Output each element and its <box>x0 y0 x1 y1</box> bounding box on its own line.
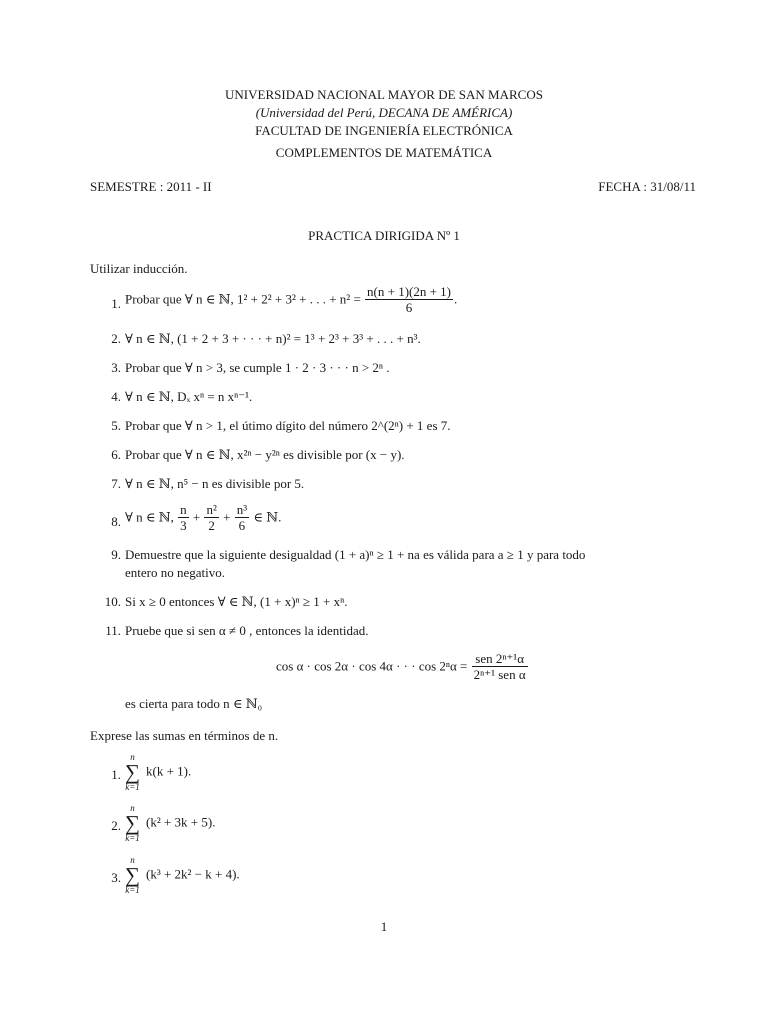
sigma-glyph: ∑ <box>125 811 140 835</box>
sum-expression: k(k + 1). <box>145 763 192 779</box>
fraction-numerator: sen 2ⁿ⁺¹α <box>475 651 525 666</box>
fraction-numerator: n² <box>206 502 217 517</box>
sigma-glyph: ∑ <box>125 863 140 887</box>
item-text: Probar que ∀ n ∈ ℕ, 1² + 2² + 3² + . . . + n² = <box>125 291 361 307</box>
fraction-numerator: n³ <box>236 502 248 517</box>
course-name: COMPLEMENTOS DE MATEMÁTICA <box>275 145 493 160</box>
item-number: 5. <box>111 418 121 433</box>
date-label: FECHA : 31/08/11 <box>598 179 696 194</box>
fraction-denominator: 2 <box>204 517 218 533</box>
item-tail: . <box>454 291 458 307</box>
fraction-denominator: 6 <box>365 299 453 315</box>
page-number: 1 <box>380 919 388 934</box>
item-text: ∀ n ∈ ℕ, <box>125 509 174 525</box>
fraction-denominator: 6 <box>235 517 249 533</box>
fraction-numerator: n <box>180 502 187 517</box>
list-item-line: Demuestre que la siguiente desigualdad (1 + a)ⁿ ≥ 1 + na es válida para a ≥ 1 y para todo <box>125 547 586 562</box>
item-number: 8. <box>111 514 121 529</box>
list-item: Probar que ∀ n ∈ ℕ, x²ⁿ − y²ⁿ es divisible por (x − y). <box>125 447 405 462</box>
list-item: ∀ n ∈ ℕ, Dₓ xⁿ = n xⁿ⁻¹. <box>125 389 253 404</box>
item-number: 1. <box>111 296 121 311</box>
list-item: ∀ n ∈ ℕ, n⁵ − n es divisible por 5. <box>125 476 305 491</box>
fraction-numerator: n(n + 1)(2n + 1) <box>367 284 452 299</box>
faculty-name: FACULTAD DE INGENIERÍA ELECTRÓNICA <box>255 123 513 138</box>
sum-item <box>125 856 240 895</box>
item-number: 4. <box>111 389 121 404</box>
practice-title: PRACTICA DIRIGIDA Nº 1 <box>308 228 460 243</box>
sum-lower-limit: k=1 <box>125 833 140 843</box>
fraction <box>365 285 453 316</box>
sum-symbol <box>125 856 140 895</box>
fraction <box>204 503 218 534</box>
sum-upper-limit: n <box>130 803 135 813</box>
item-number: 7. <box>111 476 121 491</box>
display-formula <box>276 652 529 683</box>
sum-expression: (k³ + 2k² − k + 4). <box>145 866 240 882</box>
sum-expression: (k² + 3k + 5). <box>145 814 216 830</box>
list-item: Probar que ∀ n > 1, el útimo dígito del número 2^(2ⁿ) + 1 es 7. <box>125 418 451 433</box>
section2-intro: Exprese las sumas en términos de n. <box>90 728 279 743</box>
semester-label: SEMESTRE : 2011 - II <box>90 179 212 194</box>
sigma-glyph: ∑ <box>125 760 140 784</box>
item-number: 3. <box>111 870 121 885</box>
sum-upper-limit: n <box>130 752 135 762</box>
item-tail: ∈ ℕ. <box>253 509 282 525</box>
fraction <box>235 503 249 534</box>
list-item: ∀ n ∈ ℕ, (1 + 2 + 3 + · · · + n)² = 1³ + 2³ + 3³ + . . . + n³. <box>125 331 421 346</box>
section1-intro: Utilizar inducción. <box>90 261 188 276</box>
sum-lower-limit: k=1 <box>125 885 140 895</box>
university-subtitle: (Universidad del Perú, DECANA DE AMÉRICA) <box>255 105 513 120</box>
list-item: ∀ n ∈ ℕ, $\frac{n}{3}$ + $\frac{\text{n²}}{2}$ + $\frac{\text{n³}}{6}$ ∈ ℕ. <box>125 502 282 534</box>
list-item: Si x ≥ 0 entonces ∀ ∈ ℕ, (1 + x)ⁿ ≥ 1 + xⁿ. <box>125 594 348 609</box>
university-name: UNIVERSIDAD NACIONAL MAYOR DE SAN MARCOS <box>225 87 543 102</box>
fraction <box>472 652 528 683</box>
list-item <box>125 285 457 316</box>
sum-item <box>125 804 215 843</box>
item-number: 9. <box>111 547 121 562</box>
sum-lower-limit: k=1 <box>125 782 140 792</box>
sum-upper-limit: n <box>130 855 135 865</box>
list-item: Pruebe que si sen α ≠ 0 , entonces la identidad. <box>125 623 369 638</box>
list-item-line: entero no negativo. <box>125 565 225 580</box>
fraction <box>178 503 189 534</box>
item-number: 6. <box>111 447 121 462</box>
item-number: 11. <box>105 623 121 638</box>
item-number: 1. <box>111 767 121 782</box>
sum-symbol <box>125 804 140 843</box>
item-number: 2. <box>111 818 121 833</box>
sum-item <box>125 753 191 792</box>
item-number: 2. <box>111 331 121 346</box>
item-number: 3. <box>111 360 121 375</box>
item-continuation: es cierta para todo n ∈ ℕ₀ <box>125 696 263 711</box>
formula-lhs: cos α · cos 2α · cos 4α · · · cos 2ⁿα = <box>276 658 468 674</box>
fraction-denominator: 3 <box>180 518 187 534</box>
list-item: Probar que ∀ n > 3, se cumple 1 · 2 · 3 · · · n > 2ⁿ . <box>125 360 390 375</box>
sum-symbol <box>125 753 140 792</box>
fraction-denominator: 2ⁿ⁺¹ sen α <box>473 667 526 683</box>
item-number: 10. <box>104 594 121 609</box>
